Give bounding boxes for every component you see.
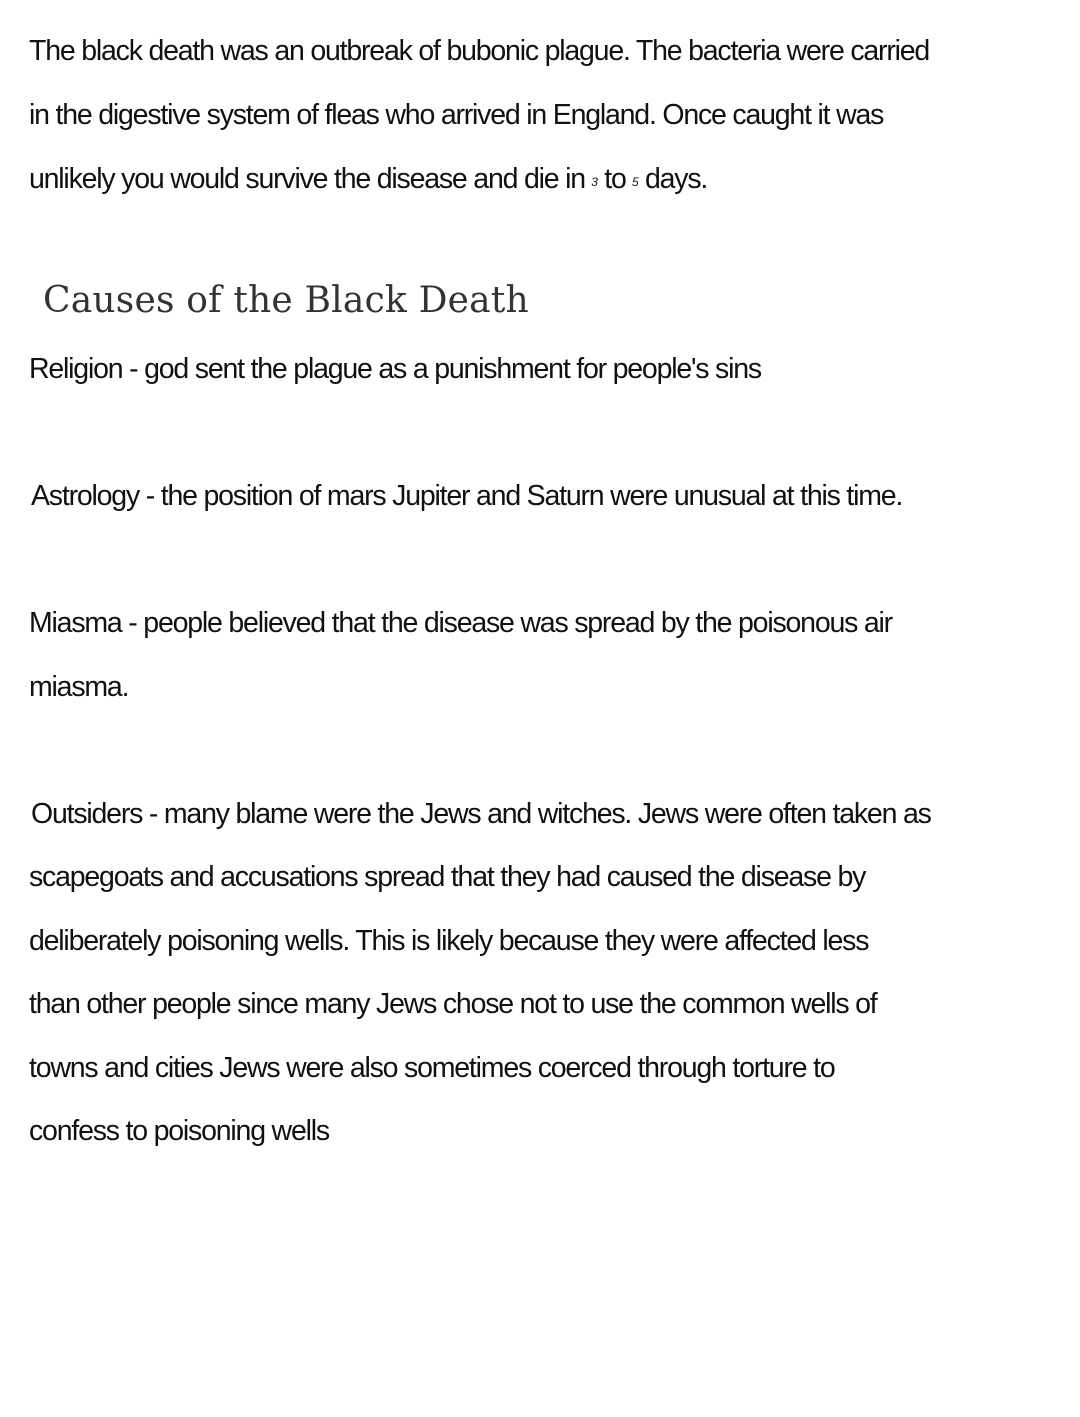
- cause-outsiders-line-1: Outsiders - many blame were the Jews and witches. Jews were often taken as: [31, 798, 931, 830]
- cause-astrology-text: Astrology - the position of mars Jupiter and Saturn were unusual at this time.: [31, 480, 903, 512]
- cause-religion-text: Religion - god sent the plague as a punishment for people's sins: [29, 353, 761, 385]
- days-min-number: 3: [587, 175, 602, 189]
- intro-line-3-start: unlikely you would survive the disease and die in: [29, 163, 585, 195]
- intro-line-1: The black death was an outbreak of bubonic plague. The bacteria were carried: [29, 35, 930, 67]
- cause-outsiders-line-5: towns and cities Jews were also sometimes coerced through torture to: [29, 1052, 835, 1084]
- section-heading: Causes of the Black Death: [43, 280, 529, 321]
- intro-line-3: [29, 165, 707, 194]
- cause-outsiders-line-6: confess to poisoning wells: [29, 1115, 329, 1147]
- intro-line-2: in the digestive system of fleas who arrived in England. Once caught it was: [29, 99, 884, 131]
- days-max-number: 5: [628, 175, 642, 189]
- cause-outsiders-line-4: than other people since many Jews chose not to use the common wells of: [29, 988, 877, 1020]
- intro-line-3-to: to: [604, 163, 626, 195]
- cause-outsiders-line-3: deliberately poisoning wells. This is likely because they were affected less: [29, 925, 869, 957]
- cause-miasma-line-1: Miasma - people believed that the disease was spread by the poisonous air: [29, 607, 892, 639]
- intro-line-3-end: days.: [644, 163, 708, 195]
- cause-outsiders-line-2: scapegoats and accusations spread that they had caused the disease by: [29, 861, 866, 893]
- cause-miasma-line-2: miasma.: [29, 671, 129, 703]
